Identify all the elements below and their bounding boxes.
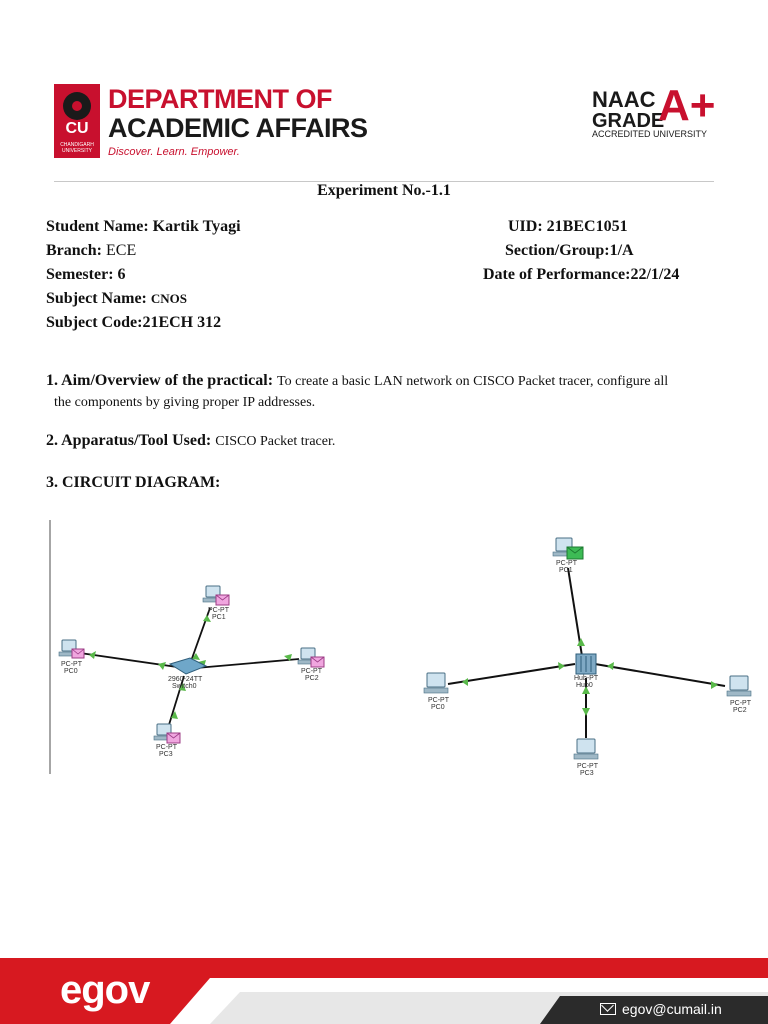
- pc2-name-label: PC2: [733, 707, 747, 714]
- tool-text: CISCO Packet tracer.: [215, 434, 336, 449]
- footer-email: egov@cumail.in: [622, 1001, 722, 1017]
- switch-type-label: 2960-24TT: [168, 676, 203, 683]
- subject-name-row: [46, 289, 187, 309]
- uid-value: 21BEC1051: [546, 218, 628, 235]
- university-logo: [54, 84, 100, 158]
- pc2-name-label: PC2: [305, 675, 319, 682]
- keyboard-icon: [424, 688, 448, 693]
- pc1-name-label: PC1: [559, 567, 573, 574]
- department-title-line2: ACADEMIC AFFAIRS: [108, 113, 368, 143]
- grade-value: A+: [658, 81, 716, 130]
- pc0-type-label: PC-PT: [428, 697, 449, 704]
- pc3-name-label: PC3: [159, 751, 173, 758]
- switch-name-label: Switch0: [172, 683, 197, 690]
- accredited-label: ACCREDITED UNIVERSITY: [592, 129, 708, 139]
- naac-label: NAAC: [592, 87, 656, 112]
- pc3-type-label: PC-PT: [577, 763, 598, 770]
- branch-value: ECE: [106, 242, 137, 259]
- section-value: 1/A: [609, 242, 634, 259]
- pc1-name-label: PC1: [212, 614, 226, 621]
- computer-icon: [577, 739, 595, 753]
- aim-heading: 1. Aim/Overview of the practical:: [46, 372, 274, 389]
- aim-text: To create a basic LAN network on CISCO Packet tracer, configure all: [277, 374, 669, 389]
- tool-heading: 2. Apparatus/Tool Used:: [46, 432, 212, 449]
- pc2-type-label: PC-PT: [301, 668, 322, 675]
- aim-text-continued: the components by giving proper IP addresses.: [54, 395, 316, 410]
- pc0-name-label: PC0: [431, 704, 445, 711]
- uid-row: [508, 217, 628, 237]
- hub-name-label: Hub0: [576, 682, 593, 689]
- semester-label: Semester:: [46, 266, 118, 283]
- branch-row: [46, 241, 136, 261]
- date-of-performance-row: [483, 265, 679, 285]
- subject-name-value: CNOS: [150, 291, 187, 306]
- circuit-diagram-heading: 3. CIRCUIT DIAGRAM:: [46, 474, 221, 491]
- subject-code-label: Subject Code:: [46, 314, 143, 331]
- student-name-label: Student Name:: [46, 218, 153, 235]
- pc1-type-label: PC-PT: [556, 560, 577, 567]
- egov-logo: egov: [60, 968, 150, 1012]
- branch-label: Branch:: [46, 242, 106, 259]
- dop-value: 22/1/24: [630, 266, 680, 283]
- pc2-type-label: PC-PT: [730, 700, 751, 707]
- keyboard-icon: [574, 754, 598, 759]
- gear-emblem-icon: [63, 92, 91, 120]
- aim-section: [46, 372, 668, 390]
- switch-topology-diagram: [44, 518, 356, 778]
- pc0-name-label: PC0: [64, 668, 78, 675]
- keyboard-icon: [727, 691, 751, 696]
- semester-row: [46, 265, 126, 285]
- department-title-line1: DEPARTMENT OF: [108, 84, 332, 114]
- dop-label: Date of Performance:: [483, 266, 631, 283]
- grade-label: GRADE: [592, 110, 665, 132]
- tagline: Discover. Learn. Empower.: [108, 146, 240, 158]
- hub-topology-diagram: [400, 518, 768, 786]
- student-name-row: [46, 217, 241, 237]
- hub-type-label: Hub-PT: [574, 675, 599, 682]
- tool-section: [46, 432, 335, 450]
- uid-label: UID:: [508, 218, 547, 235]
- subject-name-label: Subject Name:: [46, 290, 151, 307]
- logo-text: CU: [65, 120, 89, 137]
- computer-icon: [730, 676, 748, 690]
- pc1-type-label: PC-PT: [208, 607, 229, 614]
- experiment-title: Experiment No.-1.1: [317, 182, 451, 199]
- computer-icon: [427, 673, 445, 687]
- pc3-type-label: PC-PT: [156, 744, 177, 751]
- pc0-type-label: PC-PT: [61, 661, 82, 668]
- student-name: Kartik Tyagi: [152, 218, 241, 235]
- subject-code-value: 21ECH 312: [142, 314, 222, 331]
- mail-icon: [600, 1003, 616, 1015]
- section-row: [505, 241, 634, 261]
- subject-code-row: [46, 313, 221, 333]
- section-label: Section/Group:: [505, 242, 610, 259]
- logo-subtext: CHANDIGARH UNIVERSITY: [60, 142, 94, 154]
- pc3-name-label: PC3: [580, 770, 594, 777]
- semester-value: 6: [117, 266, 126, 283]
